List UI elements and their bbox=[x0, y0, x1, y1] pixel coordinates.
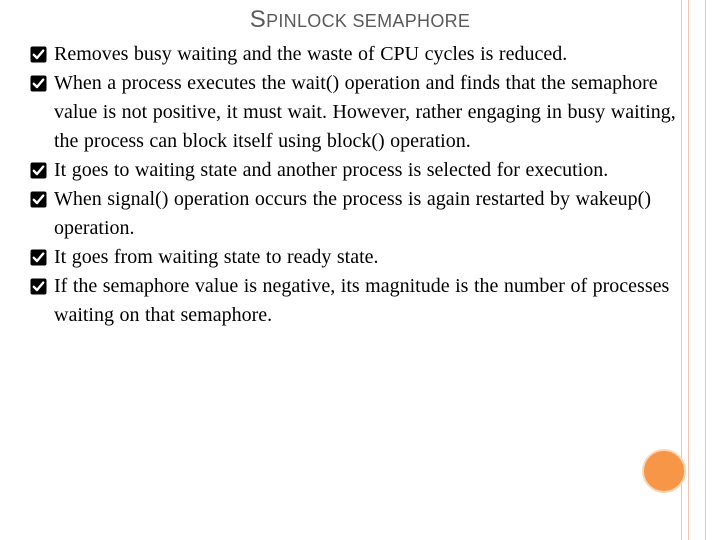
bullet-text: When a process executes the wait() operation and finds that the semaphore value is not positive, it must wait. However, rather engaging in busy waiting, the process can block itself using block() operation. bbox=[54, 72, 676, 152]
checkbox-check-icon bbox=[30, 46, 47, 63]
checkbox-check-icon bbox=[30, 162, 47, 179]
list-item bbox=[30, 156, 694, 185]
slide-title bbox=[0, 6, 720, 34]
list-item bbox=[30, 40, 694, 69]
checkbox-check-icon bbox=[30, 278, 47, 295]
bullet-text: If the semaphore value is negative, its magnitude is the number of processes waiting on that semaphore. bbox=[54, 275, 670, 326]
checkbox-check-icon bbox=[30, 75, 47, 92]
list-item bbox=[30, 185, 694, 243]
bullet-text: Removes busy waiting and the waste of CPU cycles is reduced. bbox=[54, 43, 568, 65]
decorative-line-3 bbox=[705, 0, 706, 540]
checkbox-check-icon bbox=[30, 191, 47, 208]
bullet-text: It goes to waiting state and another process is selected for execution. bbox=[54, 159, 609, 181]
checkbox-check-icon bbox=[30, 249, 47, 266]
bullet-list bbox=[30, 40, 694, 330]
list-item bbox=[30, 243, 694, 272]
title-rest: PINLOCK SEMAPHORE bbox=[266, 11, 471, 31]
bullet-text: When signal() operation occurs the process is again restarted by wakeup() operation. bbox=[54, 188, 652, 239]
list-item bbox=[30, 69, 694, 156]
title-initial: S bbox=[249, 6, 267, 33]
list-item bbox=[30, 272, 694, 330]
bullet-text: It goes from waiting state to ready state. bbox=[54, 246, 379, 268]
decorative-circle bbox=[642, 449, 686, 493]
